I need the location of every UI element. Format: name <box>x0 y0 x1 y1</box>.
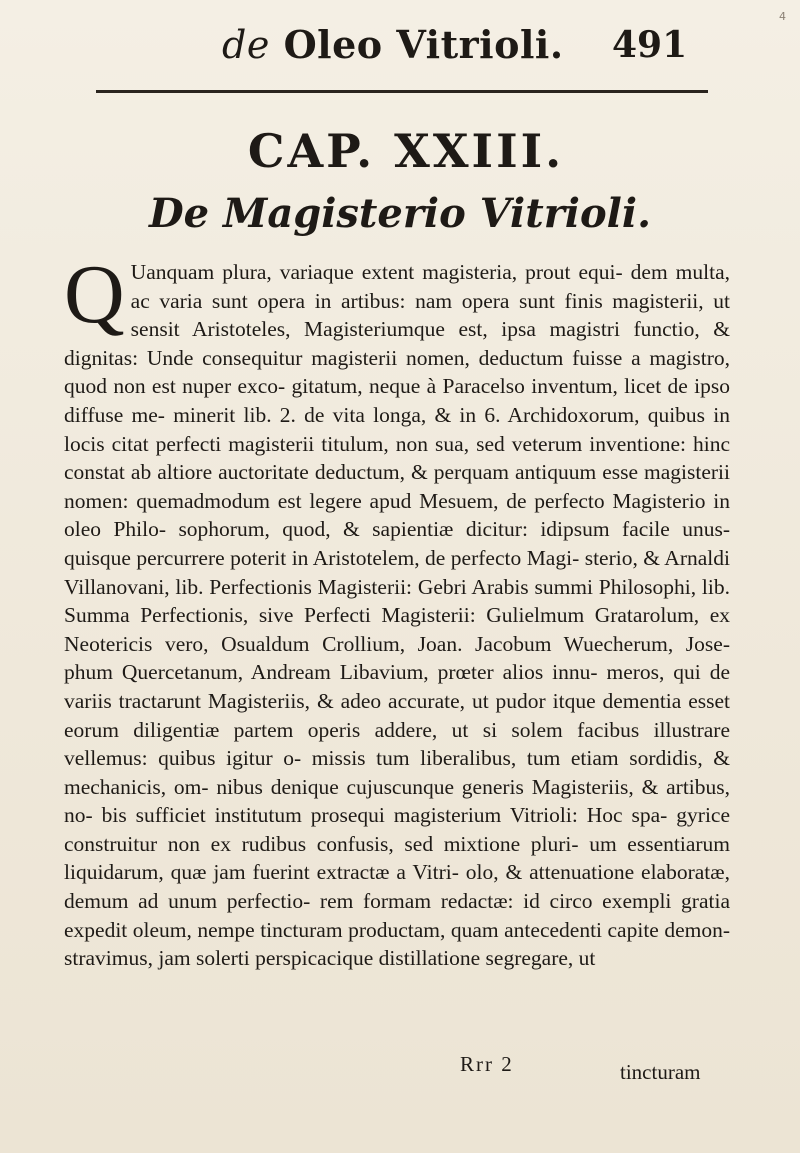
drop-cap: Q <box>64 248 125 341</box>
body-line: rem formam redactæ: id circo exempli gratia expedit oleum, <box>64 889 730 942</box>
corner-mark: 4 <box>779 10 786 23</box>
body-line: in locis citat perfecti magisterii titulum, non sua, sed veterum <box>64 402 730 456</box>
body-line: gyrice construitur non ex rudibus confusis, sed mixtione pluri- <box>64 803 730 856</box>
body-line: bis sufficiet institutum prosequi magisterium Vitrioli: Hoc spa- <box>101 803 677 828</box>
body-line: nempe tincturam productam, quam antecedenti capite demon- <box>197 917 730 942</box>
page-number: 491 <box>612 24 688 66</box>
body-line: Gebri Arabis summi Philosophi, lib. Summa Perfectionis, sive <box>64 574 730 628</box>
body-line: um essentiarum liquidarum, quæ jam fuerint extractæ a Vitri- <box>64 831 730 885</box>
body-line: perquam antiquum esse magisterii nomen: quemadmodum est <box>64 460 730 513</box>
body-line: vero, Osualdum Crollium, Joan. Jacobum Wuecherum, Jose- <box>164 631 730 656</box>
body-line: magistri functio, & dignitas: Unde consequitur magisterii <box>64 317 730 370</box>
body-line: ut pudor itque dementia esset eorum diligentiæ partem operis <box>64 688 731 742</box>
body-text <box>64 248 731 973</box>
body-line: gitatum, neque à Paracelso inventum, licet de ipso diffuse me- <box>64 374 730 427</box>
body-line: minerit lib. 2. de vita longa, & in 6. Archidoxorum, quibus <box>173 402 714 427</box>
chapter-heading: CAP. XXIII. <box>247 124 565 178</box>
header-rule <box>96 90 708 93</box>
body-line: Uanquam plura, variaque extent magisteria, prout equi- <box>130 260 631 284</box>
body-line: nomen, deductum fuisse a magistro, quod non est nuper exco- <box>64 345 730 399</box>
body-line: stravimus, jam solerti perspicacique distillatione segregare, ut <box>64 946 596 971</box>
body-line: olo, & attenuatione elaboratæ, demum ad unum perfectio- <box>64 860 730 914</box>
body-line: missis tum liberalibus, tum etiam sordidis, & mechanicis, om- <box>64 746 730 799</box>
body-line: addere, ut si solem facibus illustrare vellemus: quibus igitur o- <box>64 717 730 771</box>
body-line: sterio, & Arnaldi Villanovani, lib. Perfectionis Magisterii: <box>64 545 730 599</box>
running-title-prefix: de <box>222 23 270 67</box>
body-line: sophorum, quod, & sapientiæ dicitur: idipsum facile unus- <box>178 517 730 542</box>
running-title <box>222 22 564 67</box>
running-title-main: Oleo Vitrioli. <box>283 22 564 67</box>
body-line: meros, qui de variis tractarunt Magisteriis, & adeo accurate, <box>64 660 730 713</box>
body-line: phum Quercetanum, Andream Libavium, prœter alios innu- <box>64 660 607 685</box>
signature-mark: Rrr 2 <box>460 1052 514 1076</box>
catchword: tincturam <box>620 1060 701 1084</box>
body-line: dem multa, ac varia sunt opera in artibus: nam opera sunt <box>130 260 730 313</box>
body-line: Perfecti Magisterii: Gulielmum Gratarolum, ex Neotericis <box>64 603 730 656</box>
body-line: legere apud Mesuem, de perfecto Magisterio in oleo Philo- <box>64 488 730 542</box>
running-head <box>0 22 800 82</box>
body-line: quisque percurrere poterit in Aristotelem, de perfecto Magi- <box>64 545 585 570</box>
body-line: nibus denique cujuscunque generis Magisteriis, & artibus, no- <box>64 774 731 828</box>
chapter-subtitle: De Magisterio Vitrioli. <box>148 190 651 237</box>
body-line: inventione: hinc constat ab altiore auctoritate deductum, & <box>64 431 730 485</box>
body-line: finis magisterii, ut sensit Aristoteles, Magisteriumque est, ipsa <box>130 288 730 342</box>
